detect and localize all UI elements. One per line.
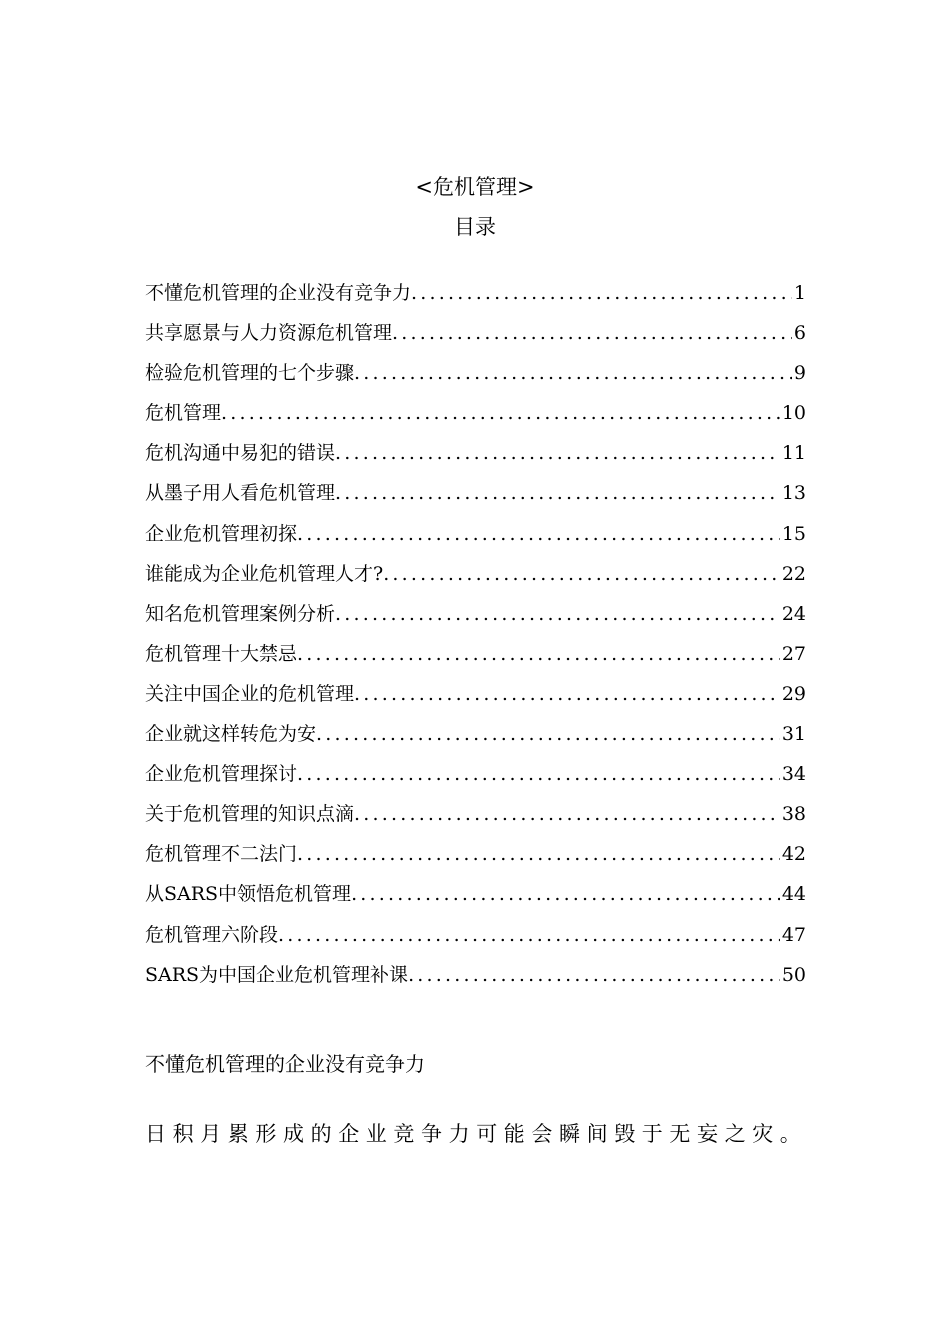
toc-entry-page: 6 [793,322,806,345]
toc-entry-title: 危机管理十大禁忌 [145,642,298,665]
toc-entry-page: 38 [781,803,806,826]
toc-entry-title: 检验危机管理的七个步骤 [145,362,355,385]
toc-entry[interactable] [145,961,806,1001]
toc-entry-page: 10 [781,402,806,425]
toc-entry-title: 关注中国企业的危机管理 [145,682,355,705]
toc-entry-title: 知名危机管理案例分析 [145,602,336,625]
toc-leader-dots [335,439,780,467]
toc-leader-dots [411,279,792,307]
toc-entry-title: 危机管理 [145,402,222,425]
toc-entry[interactable] [145,439,806,479]
toc-leader-dots [278,921,780,949]
toc-entry-title: 从SARS中领悟危机管理 [145,883,352,906]
toc-entry[interactable] [145,600,806,640]
toc-entry-page: 50 [781,963,806,986]
toc-leader-dots [316,720,780,748]
toc-entry-page: 31 [781,723,806,746]
toc-leader-dots [408,961,780,989]
toc-entry-page: 42 [781,843,806,866]
toc-entry-title: 企业危机管理探讨 [145,763,298,786]
toc-entry[interactable] [145,840,806,880]
toc-entry-title: 不懂危机管理的企业没有竞争力 [145,282,412,304]
toc-entry-title: 企业就这样转危为安 [145,723,317,746]
toc-entry[interactable] [145,359,806,399]
section-heading: 不懂危机管理的企业没有竞争力 [145,1052,425,1076]
toc-entry[interactable] [145,560,806,600]
toc-entry-title: 共享愿景与人力资源危机管理 [145,322,393,345]
toc-entry[interactable] [145,319,806,359]
toc-entry[interactable] [145,800,806,840]
document-title: <危机管理> [415,175,535,199]
toc-entry-page: 34 [781,763,806,786]
toc-leader-dots [297,840,780,868]
toc-entry-page: 44 [781,883,806,906]
toc-heading: 目录 [454,215,496,239]
toc-leader-dots [335,479,780,507]
toc-leader-dots [335,600,780,628]
toc-entry-title: 危机管理六阶段 [145,923,279,946]
toc-entry[interactable] [145,479,806,519]
toc-leader-dots [351,880,780,908]
body-paragraph: 日积月累形成的企业竞争力可能会瞬间毁于无妄之灾。 [145,1122,808,1146]
toc-entry-title: 危机沟通中易犯的错误 [145,442,336,465]
toc-entry-title: 谁能成为企业危机管理人才? [145,562,384,585]
toc-entry-page: 11 [781,442,806,465]
toc-entry[interactable] [145,520,806,560]
toc-entry-title: 危机管理不二法门 [145,843,298,866]
toc-entry-page: 15 [781,522,806,545]
toc-leader-dots [354,680,780,708]
toc-entry[interactable] [145,640,806,680]
toc-entry-page: 9 [793,362,806,385]
toc-leader-dots [383,560,780,588]
toc-entry-page: 1 [793,282,806,304]
toc-entry-page: 47 [781,923,806,946]
toc-entry[interactable] [145,921,806,961]
toc-entry[interactable] [145,760,806,800]
toc-leader-dots [221,399,780,427]
toc-leader-dots [392,319,792,347]
toc-entry[interactable] [145,279,806,319]
toc-entry[interactable] [145,399,806,439]
toc-leader-dots [354,800,780,828]
toc-entry-page: 24 [781,602,806,625]
toc-entry-title: 企业危机管理初探 [145,522,298,545]
toc-entry-title: 从墨子用人看危机管理 [145,482,336,505]
toc-entry-page: 27 [781,642,806,665]
toc-leader-dots [297,760,780,788]
toc-entry[interactable] [145,720,806,760]
toc-leader-dots [297,520,780,548]
toc-entry-page: 29 [781,682,806,705]
toc-entry[interactable] [145,880,806,920]
toc-entry-title: SARS为中国企业危机管理补课 [145,963,409,986]
toc-leader-dots [354,359,792,387]
toc-entry-page: 22 [781,562,806,585]
table-of-contents [145,279,806,1001]
toc-entry-page: 13 [781,482,806,505]
toc-leader-dots [297,640,780,668]
toc-entry-title: 关于危机管理的知识点滴 [145,803,355,826]
toc-entry[interactable] [145,680,806,720]
